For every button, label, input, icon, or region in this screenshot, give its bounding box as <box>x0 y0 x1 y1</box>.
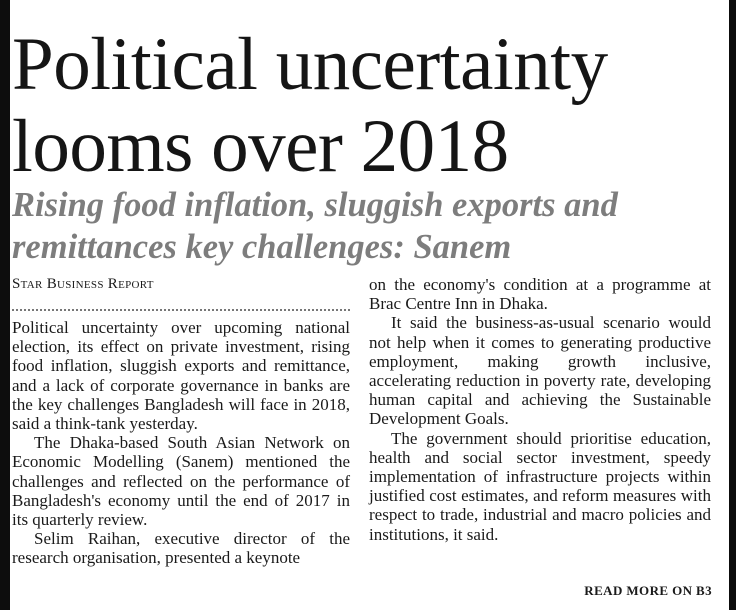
paragraph: The government should prioritise education, health and social sector investment, speedy implementation of infrastructure projects within justified cost estimates, and reform measures with respect to trade, industrial and macro policies and institutions, it said. <box>369 428 711 544</box>
page-edge-right <box>729 0 736 610</box>
paragraph: The Dhaka-based South Asian Network on Economic Modelling (Sanem) mentioned the challenges and reflected on the performance of Bangladesh's economy until the end of 2017 in its quarterly review. <box>12 433 350 530</box>
paragraph: It said the business-as-usual scenario would not help when it comes to generating productive employment, making growth inclusive, accelerating reduction in poverty rate, developing human capital and achieving the Sustainable Development Goals. <box>369 313 711 429</box>
subheadline: Rising food inflation, sluggish exports and remittances key challenges: Sanem <box>12 186 618 266</box>
byline-divider <box>12 309 350 311</box>
paragraph: on the economy's condition at a programme at Brac Centre Inn in Dhaka. <box>369 275 711 314</box>
paragraph: Selim Raihan, executive director of the research organisation, presented a keynote <box>12 529 350 568</box>
read-more-link[interactable]: READ MORE ON B3 <box>584 583 712 598</box>
article-column-right <box>369 275 711 544</box>
headline: Political uncertainty looms over 2018 <box>12 23 608 188</box>
paragraph: Political uncertainty over upcoming national election, its effect on private investment, rising food inflation, sluggish exports and remittance, and a lack of corporate governance in banks are the key challenges Bangladesh will face in 2018, said a think-tank yesterday. <box>12 318 350 434</box>
page-edge-left <box>0 0 10 610</box>
byline: Star Business Report <box>12 276 154 292</box>
article-column-left <box>12 318 350 568</box>
